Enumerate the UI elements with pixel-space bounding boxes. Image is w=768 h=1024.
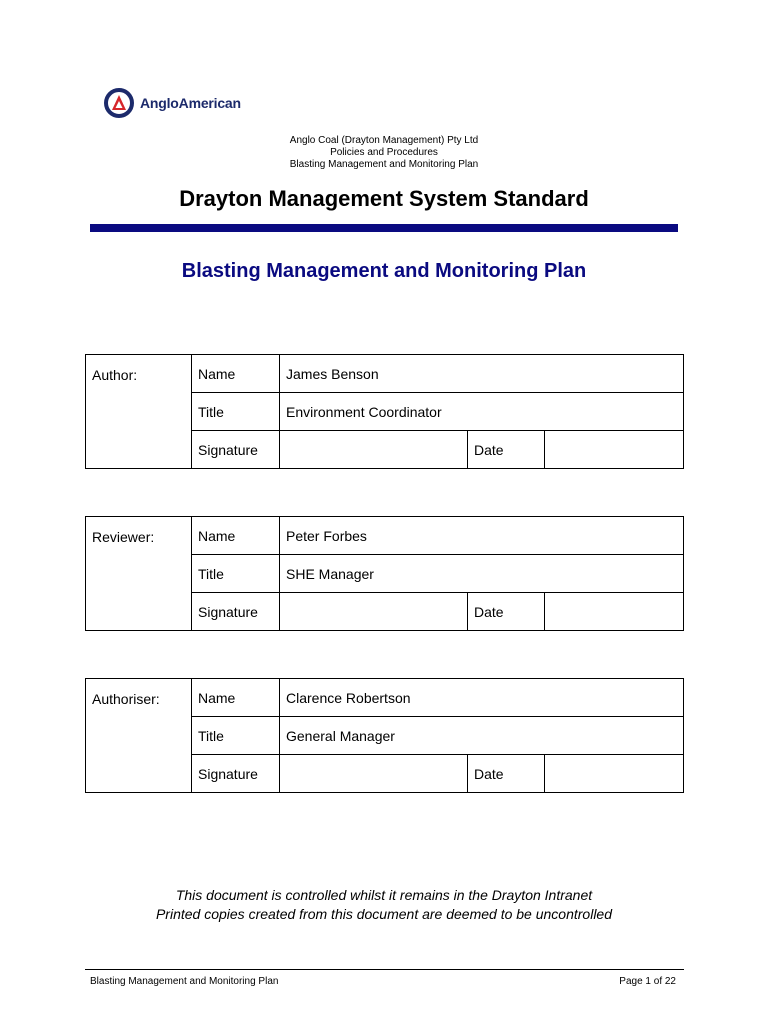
authoriser-role-label: Authoriser: — [86, 679, 192, 793]
signature-label: Signature — [192, 593, 280, 631]
document-header — [0, 135, 768, 171]
reviewer-name: Peter Forbes — [280, 517, 684, 555]
page-subtitle: Blasting Management and Monitoring Plan — [181, 260, 587, 282]
company-name: Anglo Coal (Drayton Management) Pty Ltd — [289, 135, 479, 146]
footer-divider — [85, 969, 684, 970]
logo-wordmark: AngloAmerican — [140, 95, 241, 111]
authoriser-date-field — [545, 755, 684, 793]
name-label: Name — [192, 679, 280, 717]
page-title: Drayton Management System Standard — [179, 186, 589, 211]
authoriser-title: General Manager — [280, 717, 684, 755]
authoriser-name: Clarence Robertson — [280, 679, 684, 717]
table-row — [86, 679, 684, 717]
control-notice — [0, 886, 768, 924]
reviewer-date-field — [545, 593, 684, 631]
authoriser-signature-field — [280, 755, 468, 793]
name-label: Name — [192, 517, 280, 555]
reviewer-role-label: Reviewer: — [86, 517, 192, 631]
reviewer-table — [85, 516, 684, 631]
title-label: Title — [192, 717, 280, 755]
company-logo — [104, 88, 241, 118]
title-divider — [90, 224, 678, 232]
author-title: Environment Coordinator — [280, 393, 684, 431]
author-date-field — [545, 431, 684, 469]
author-role-label: Author: — [86, 355, 192, 469]
authoriser-table — [85, 678, 684, 793]
author-table — [85, 354, 684, 469]
reviewer-signature-field — [280, 593, 468, 631]
anglo-american-logo-icon — [104, 88, 134, 118]
date-label: Date — [468, 755, 545, 793]
name-label: Name — [192, 355, 280, 393]
signature-label: Signature — [192, 431, 280, 469]
title-label: Title — [192, 393, 280, 431]
document-category: Policies and Procedures — [330, 147, 438, 158]
date-label: Date — [468, 593, 545, 631]
signature-label: Signature — [192, 755, 280, 793]
table-row — [86, 517, 684, 555]
control-notice-line-1: This document is controlled whilst it remains in the Drayton Intranet — [175, 887, 593, 903]
reviewer-title: SHE Manager — [280, 555, 684, 593]
title-label: Title — [192, 555, 280, 593]
page-number: Page 1 of 22 — [619, 976, 676, 987]
date-label: Date — [468, 431, 545, 469]
author-signature-field — [280, 431, 468, 469]
table-row — [86, 355, 684, 393]
control-notice-line-2: Printed copies created from this document are deemed to be uncontrolled — [155, 906, 613, 922]
footer-document-name: Blasting Management and Monitoring Plan — [90, 976, 279, 987]
author-name: James Benson — [280, 355, 684, 393]
document-name: Blasting Management and Monitoring Plan — [289, 159, 479, 170]
